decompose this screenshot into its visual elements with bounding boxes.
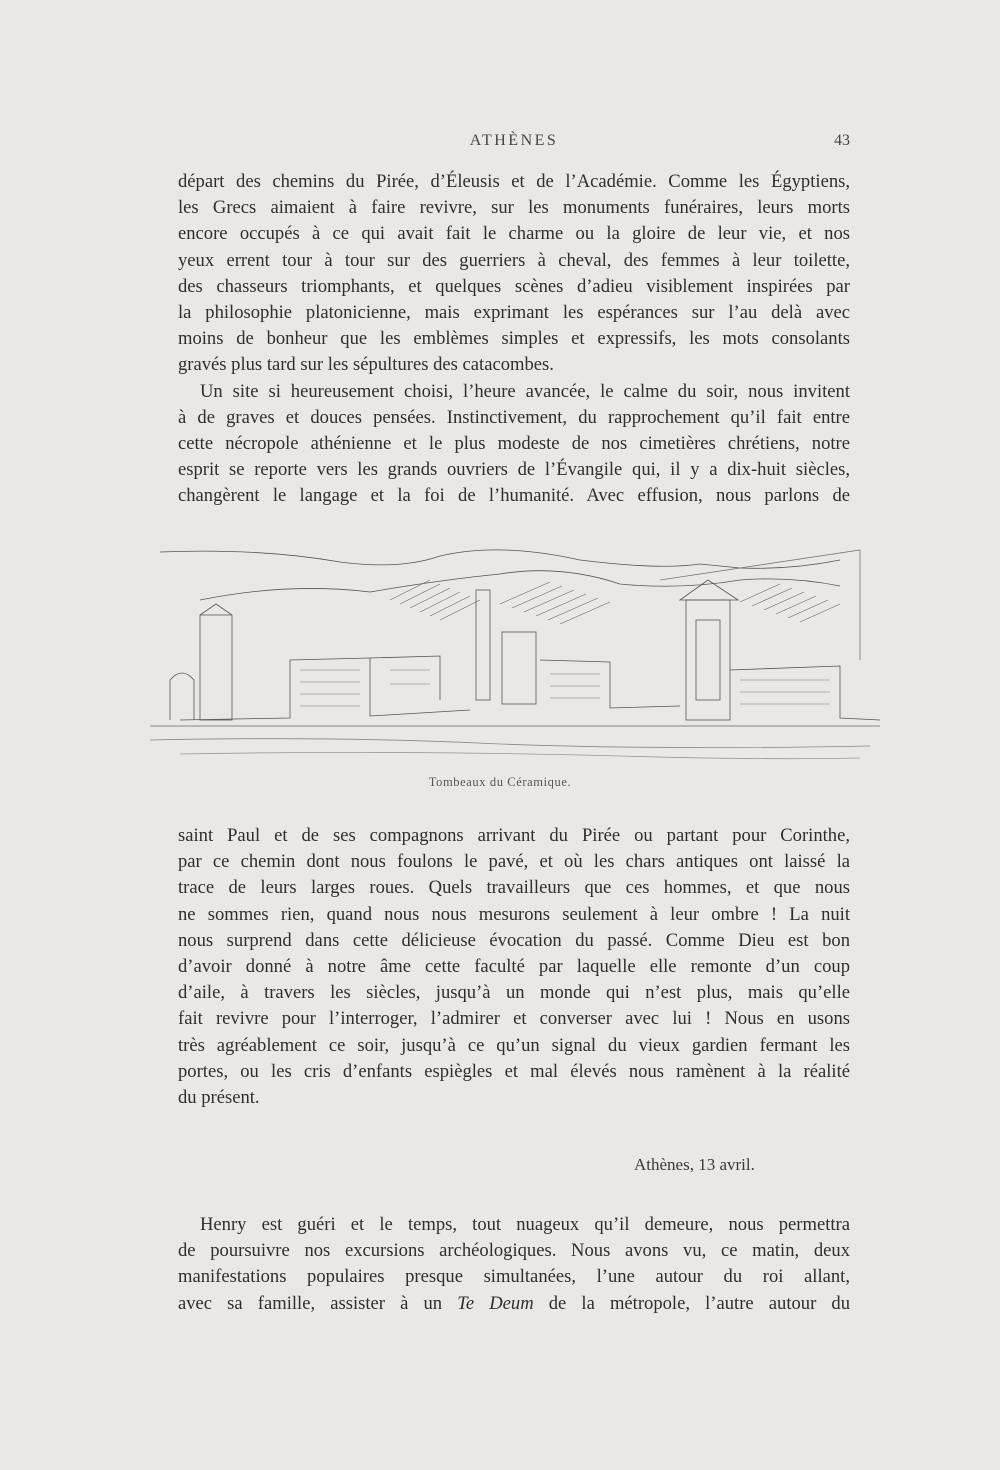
text-line: les Grecs aimaient à faire revivre, sur les monuments funéraires, leurs morts <box>178 197 850 219</box>
dateline: Athènes, 13 avril. <box>634 1155 755 1174</box>
text-line: la philosophie platonicienne, mais exprimant les espérances sur l’au delà avec <box>178 302 850 324</box>
text-line: encore occupés à ce qui avait fait le charme ou la gloire de leur vie, et nos <box>178 223 850 245</box>
text-line: des chasseurs triomphants, et quelques scènes d’adieu visiblement inspirées par <box>178 275 850 297</box>
text-line: Henry est guéri et le temps, tout nuageux qu’il demeure, nous permettra <box>200 1214 850 1235</box>
text-line: par ce chemin dont nous foulons le pavé, et où les chars antiques ont laissé la <box>178 851 850 873</box>
text-line: gravés plus tard sur les sépultures des catacombes. <box>178 354 554 376</box>
text-block-top <box>178 169 850 510</box>
italic-title: Te Deum <box>457 1292 534 1314</box>
text-line: d’aile, à travers les siècles, jusqu’à un monde qui n’est plus, mais qu’elle <box>178 982 850 1004</box>
text-block-middle <box>178 823 850 1111</box>
text-line: du présent. <box>178 1087 260 1109</box>
text-line: trace de leurs larges roues. Quels travailleurs que ces hommes, et que nous <box>178 877 850 899</box>
text-line: moins de bonheur que les emblèmes simples et expressifs, les mots consolants <box>178 328 850 350</box>
running-title: ATHÈNES <box>469 132 559 149</box>
text-line: ne sommes rien, quand nous nous mesurons seulement à leur ombre ! La nuit <box>178 903 850 925</box>
text-line: fait revivre pour l’interroger, l’admirer et converser avec lui ! Nous en usons <box>178 1008 850 1030</box>
text-line: yeux errent tour à tour sur des guerriers à cheval, des femmes à leur toilette, <box>178 249 850 271</box>
figure-caption: Tombeaux du Céramique. <box>428 775 572 789</box>
text-line: de poursuivre nos excursions archéologiques. Nous avons vu, ce matin, deux <box>178 1240 850 1262</box>
text-run: de la métropole, l’autre autour du <box>533 1292 850 1314</box>
text-line: changèrent le langage et la foi de l’humanité. Avec effusion, nous parlons de <box>178 485 850 507</box>
engraving-tombs-illustration <box>140 540 880 765</box>
running-head <box>178 130 850 156</box>
text-line: Un site si heureusement choisi, l’heure avancée, le calme du soir, nous invitent <box>200 380 850 402</box>
text-line: départ des chemins du Pirée, d’Éleusis et de l’Académie. Comme les Égyptiens, <box>178 171 850 192</box>
text-line: cette nécropole athénienne et le plus modeste de nos cimetières chrétiens, notre <box>178 433 850 455</box>
text-line: à de graves et douces pensées. Instinctivement, du rapprochement qu’il fait entre <box>178 406 850 428</box>
text-line: esprit se reporte vers les grands ouvriers de l’Évangile qui, il y a dix-huit siècles, <box>178 459 850 481</box>
text-line: saint Paul et de ses compagnons arrivant du Pirée ou partant pour Corinthe, <box>178 825 850 846</box>
text-line: très agréablement ce soir, jusqu’à ce qu’un signal du vieux gardien fermant les <box>178 1034 850 1056</box>
page-number: 43 <box>834 132 850 149</box>
text-line: portes, ou les cris d’enfants espiègles et mal élevés nous ramènent à la réalité <box>178 1060 850 1082</box>
text-line: manifestations populaires presque simultanées, l’une autour du roi allant, <box>178 1266 850 1288</box>
text-line <box>178 1291 850 1317</box>
text-block-bottom <box>178 1212 850 1317</box>
text-line: nous surprend dans cette délicieuse évocation du passé. Comme Dieu est bon <box>178 929 850 951</box>
text-line: d’avoir donné à notre âme cette faculté par laquelle elle remonte d’un coup <box>178 956 850 978</box>
text-run: avec sa famille, assister à un <box>178 1292 458 1314</box>
